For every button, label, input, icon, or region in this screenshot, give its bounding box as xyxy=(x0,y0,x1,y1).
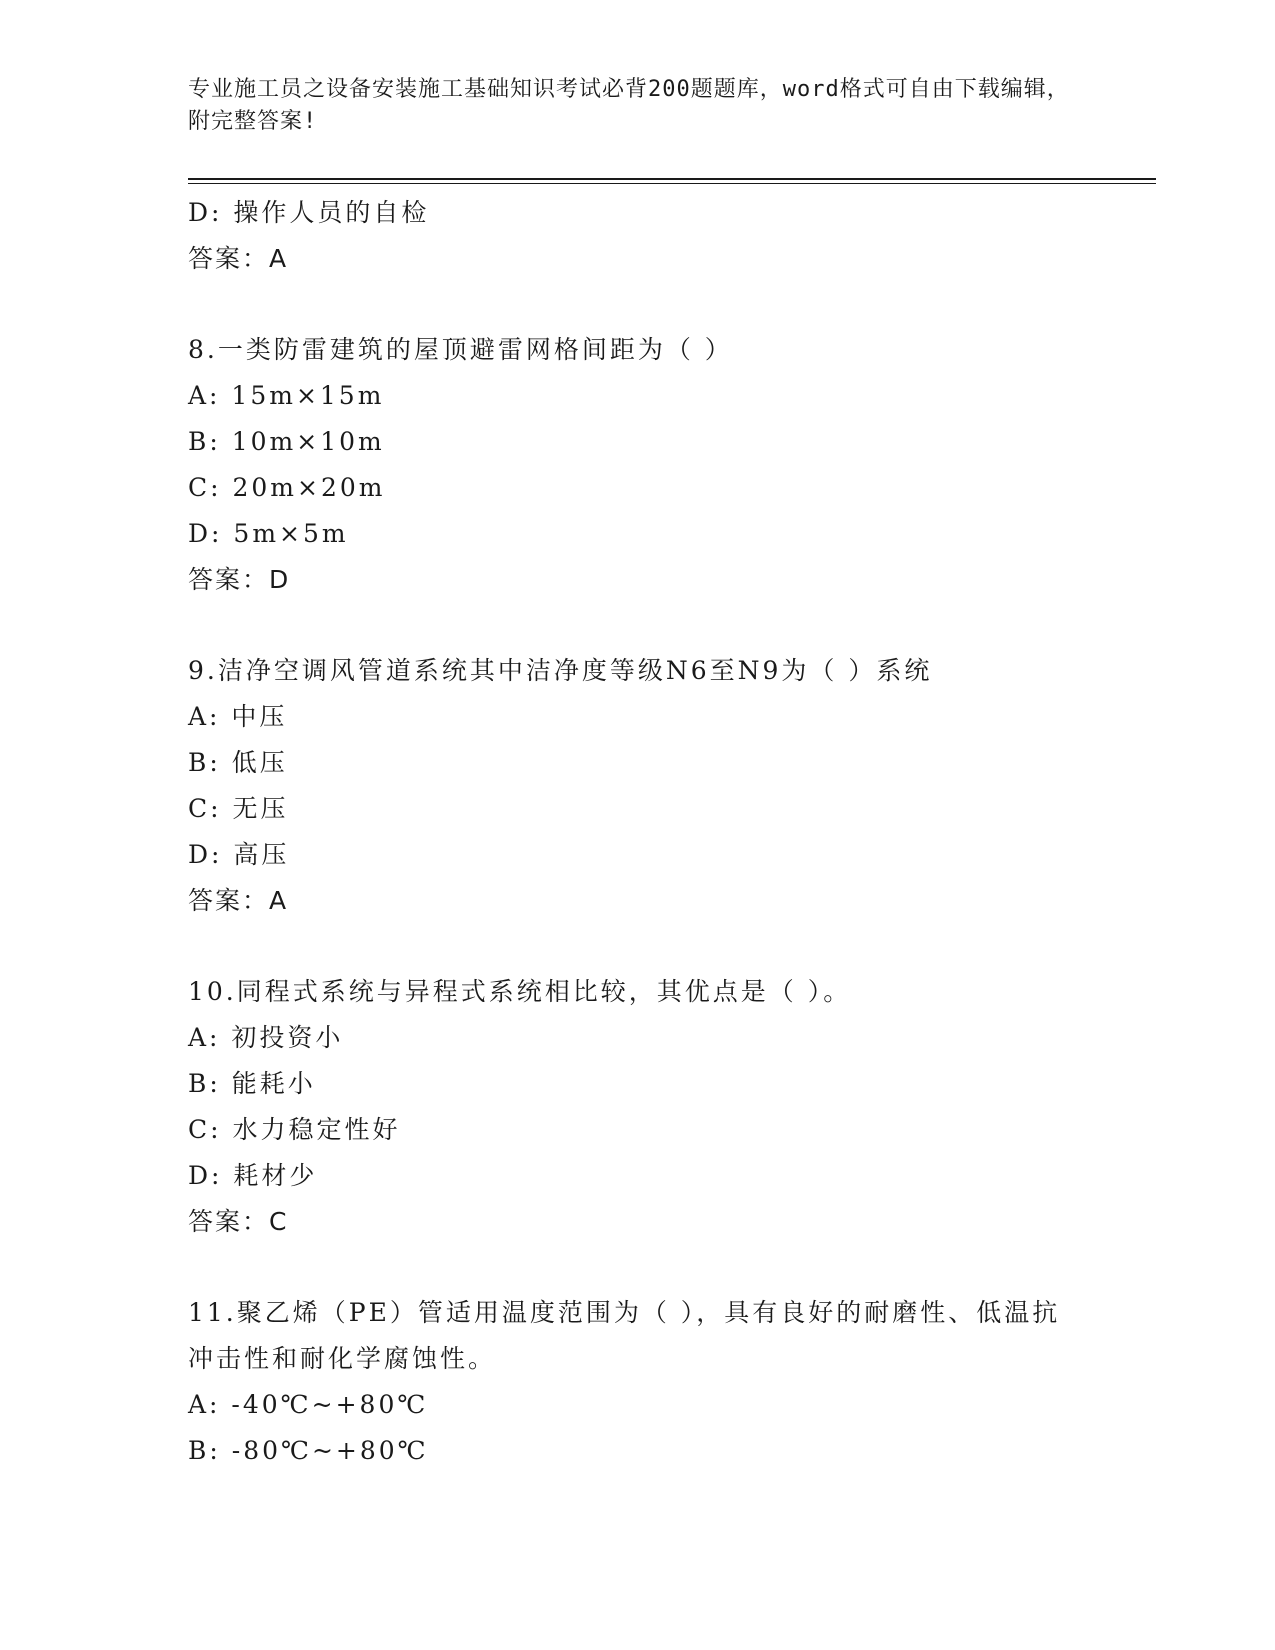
option-d: D: 操作人员的自检 xyxy=(188,198,430,227)
header-divider-thick xyxy=(188,178,1156,180)
option-a: A: -40℃~+80℃ xyxy=(188,1390,429,1419)
header-title: 专业施工员之设备安装施工基础知识考试必背200题题库，word格式可自由下载编辑，附完整答案! xyxy=(188,77,1070,134)
preamble-block xyxy=(188,190,1108,282)
spacer xyxy=(188,603,1108,648)
option-b: B: 低压 xyxy=(188,748,288,777)
option-b: B: 10m×10m xyxy=(188,427,385,456)
question-stem: 8.一类防雷建筑的屋顶避雷网格间距为（ ） xyxy=(188,335,733,364)
question-8 xyxy=(188,327,1108,603)
question-list xyxy=(188,190,1108,1474)
question-stem: 10.同程式系统与异程式系统相比较，其优点是（ ）。 xyxy=(188,977,852,1006)
option-a: A: 中压 xyxy=(188,702,288,731)
question-stem: 11.聚乙烯（PE）管适用温度范围为（ ），具有良好的耐磨性、低温抗冲击性和耐化学腐蚀性。 xyxy=(188,1298,1061,1373)
option-b: B: -80℃~+80℃ xyxy=(188,1436,429,1465)
option-c: C: 无压 xyxy=(188,794,289,823)
option-d: D: 耗材少 xyxy=(188,1161,318,1190)
question-9 xyxy=(188,648,1108,924)
answer-line: 答案：D xyxy=(188,565,291,594)
option-b: B: 能耗小 xyxy=(188,1069,316,1098)
answer-line: 答案：C xyxy=(188,1207,289,1236)
spacer xyxy=(188,282,1108,327)
option-d: D: 5m×5m xyxy=(188,519,349,548)
header-divider-thin xyxy=(188,183,1156,184)
option-d: D: 高压 xyxy=(188,840,290,869)
spacer xyxy=(188,924,1108,969)
option-c: C: 水力稳定性好 xyxy=(188,1115,401,1144)
document-header xyxy=(188,74,1088,138)
answer-line: 答案：A xyxy=(188,244,289,273)
option-a: A: 15m×15m xyxy=(188,381,385,410)
question-stem: 9.洁净空调风管道系统其中洁净度等级N6至N9为（ ）系统 xyxy=(188,656,933,685)
option-c: C: 20m×20m xyxy=(188,473,386,502)
question-11 xyxy=(188,1290,1108,1474)
option-a: A: 初投资小 xyxy=(188,1023,344,1052)
question-10 xyxy=(188,969,1108,1245)
spacer xyxy=(188,1245,1108,1290)
answer-line: 答案：A xyxy=(188,886,289,915)
